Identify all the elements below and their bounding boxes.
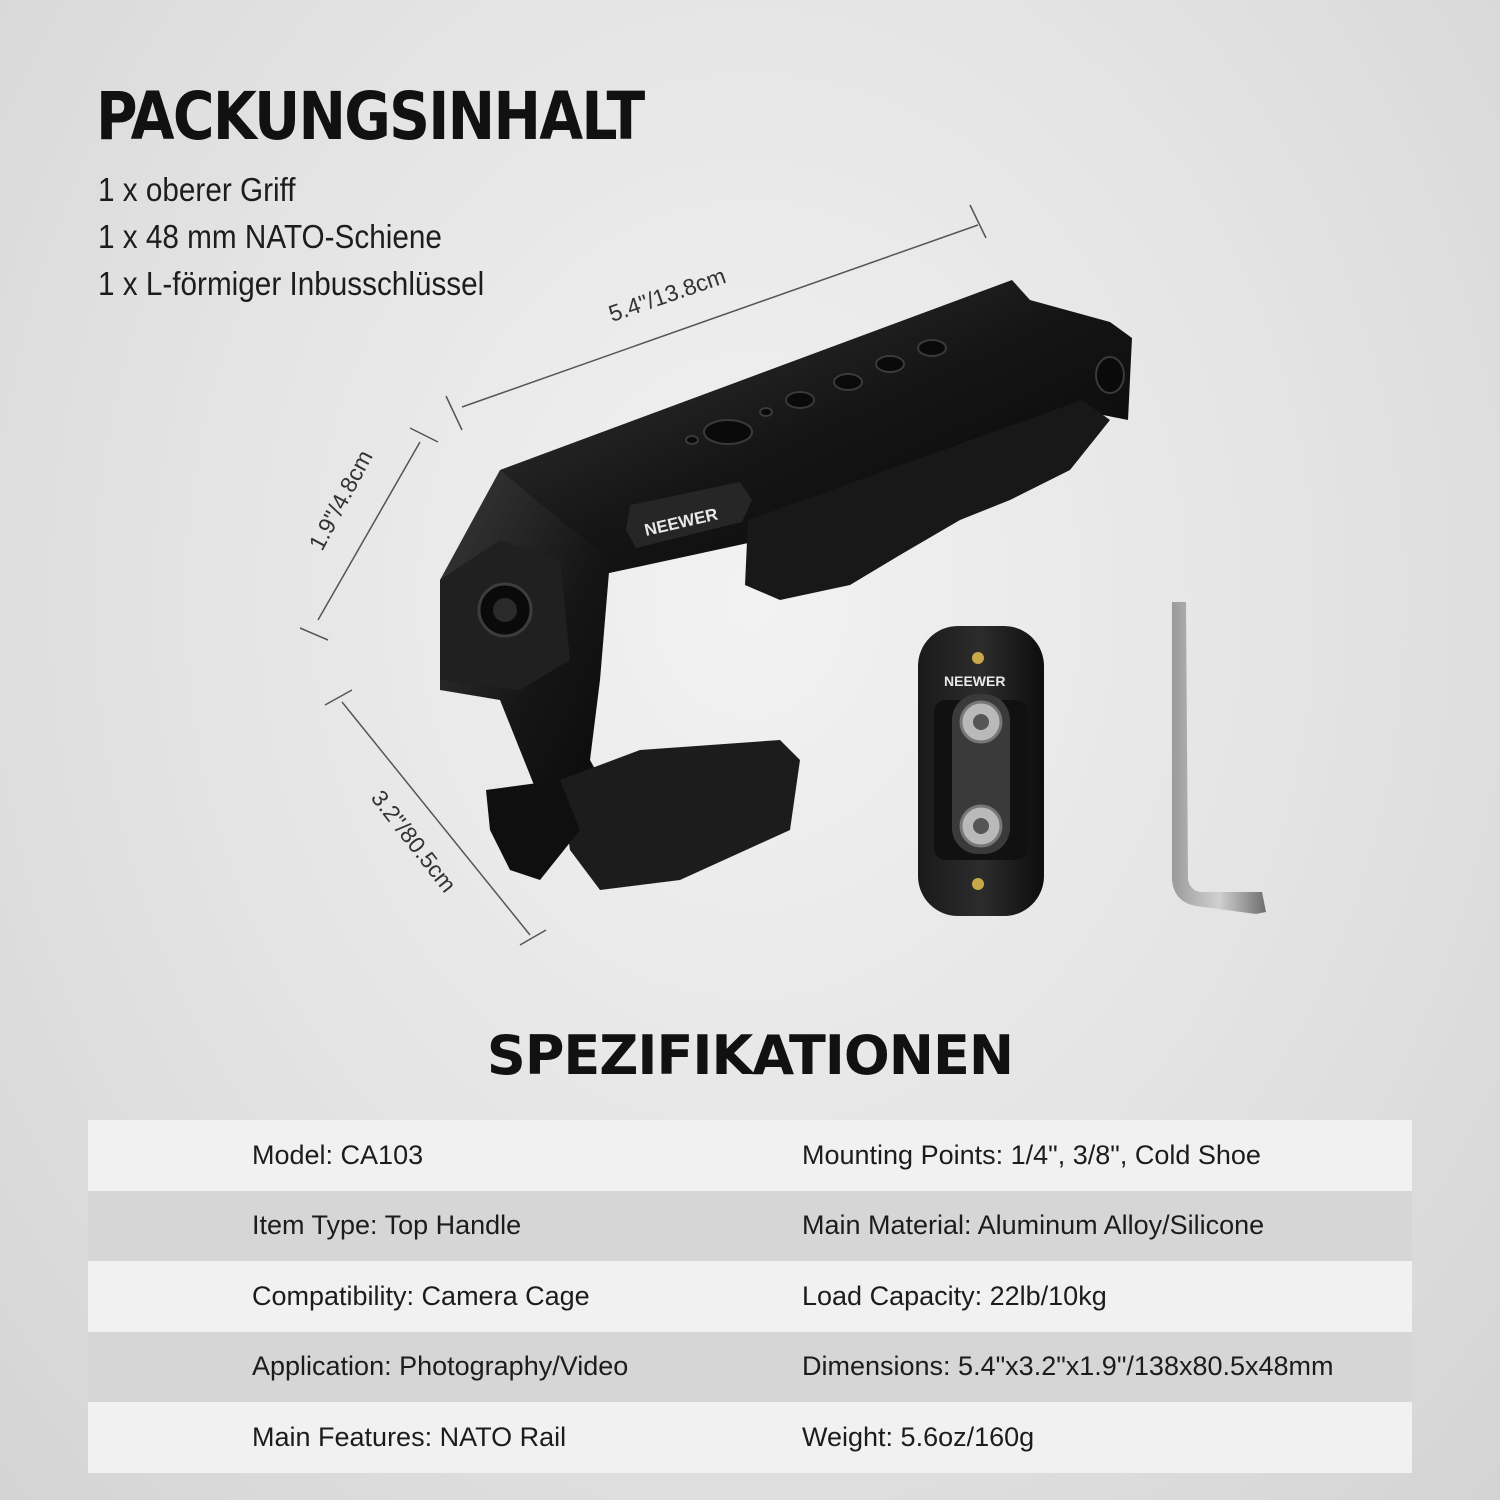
dimension-height-label: 1.9"/4.8cm (303, 445, 378, 555)
spec-cell: Compatibility: Camera Cage (252, 1280, 590, 1311)
dimension-depth-label: 3.2"/80.5cm (366, 785, 462, 898)
rail-brand-logo: NEEWER (944, 673, 1006, 689)
handle-brand-logo: NEEWER (642, 504, 720, 540)
spec-cell: Main Features: NATO Rail (252, 1421, 567, 1452)
nato-rail-image (918, 626, 1044, 916)
table-row (88, 1261, 1412, 1332)
spec-cell: Mounting Points: 1/4", 3/8", Cold Shoe (802, 1139, 1261, 1170)
table-row (88, 1332, 1412, 1403)
spec-cell: Weight: 5.6oz/160g (802, 1421, 1035, 1452)
list-item: 1 x oberer Griff (98, 171, 296, 208)
specifications-table (88, 1120, 1412, 1473)
hex-key-image (1172, 602, 1266, 914)
table-row (88, 1120, 1412, 1191)
spec-cell: Application: Photography/Video (252, 1351, 629, 1382)
spec-cell: Main Material: Aluminum Alloy/Silicone (802, 1210, 1265, 1241)
spec-cell: Load Capacity: 22lb/10kg (802, 1280, 1107, 1311)
list-item: 1 x L-förmiger Inbusschlüssel (98, 265, 485, 302)
table-row (88, 1402, 1412, 1473)
spec-cell: Model: CA103 (252, 1139, 424, 1170)
spec-cell: Dimensions: 5.4"x3.2"x1.9"/138x80.5x48mm (802, 1351, 1334, 1382)
spec-cell: Item Type: Top Handle (252, 1210, 522, 1241)
dimension-length-label: 5.4"/13.8cm (605, 262, 729, 327)
list-item: 1 x 48 mm NATO-Schiene (98, 218, 442, 255)
table-row (88, 1191, 1412, 1262)
specifications-title: SPEZIFIKATIONEN (486, 1024, 1014, 1087)
package-contents-title: PACKUNGSINHALT (96, 78, 644, 155)
